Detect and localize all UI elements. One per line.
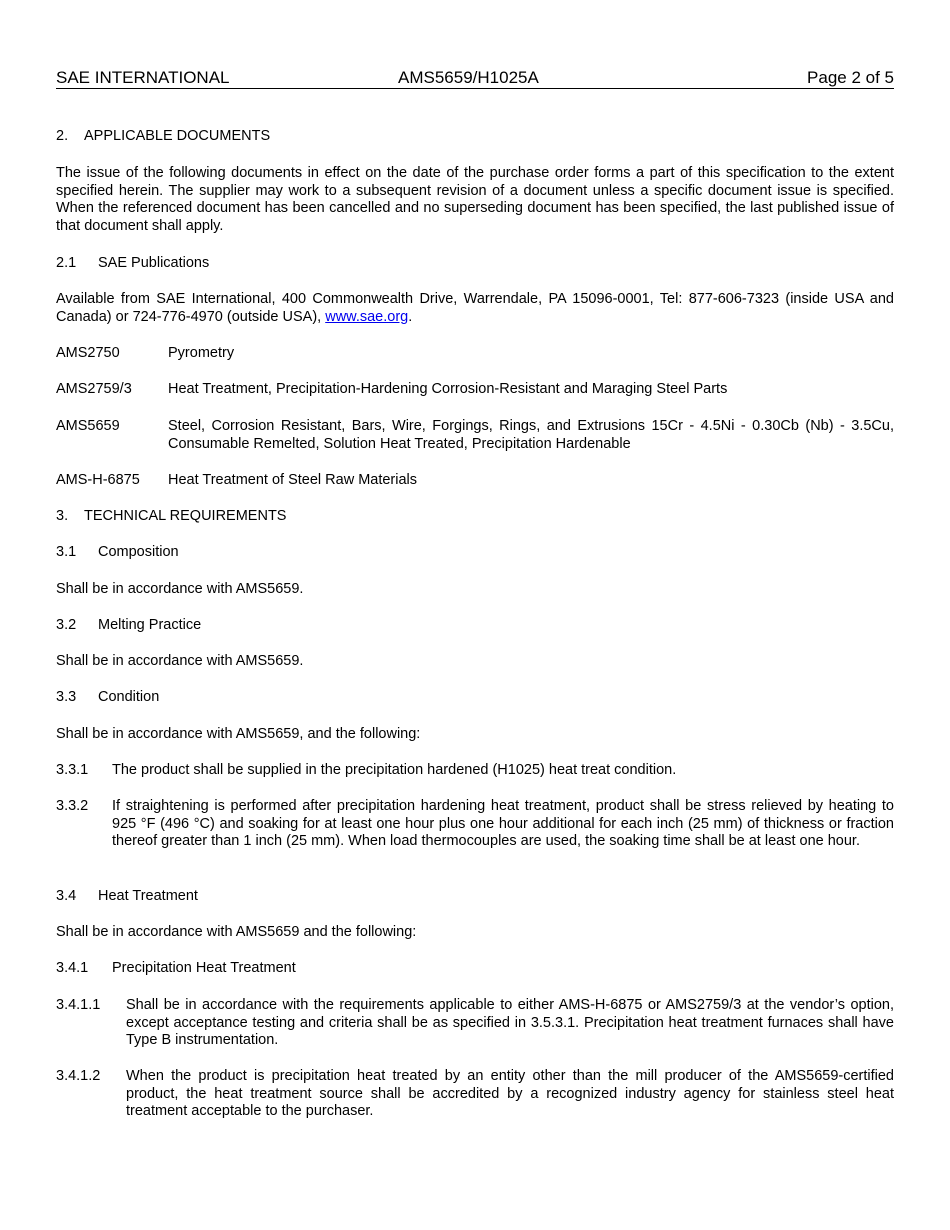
section-heading-2-1 [56, 255, 894, 273]
reference-title: Heat Treatment, Precipitation-Hardening Corrosion-Resistant and Maraging Steel Parts [168, 381, 728, 397]
section-heading-3 [56, 508, 894, 526]
header-publisher: SAE INTERNATIONAL [56, 68, 230, 87]
section-heading-3-2 [56, 617, 894, 635]
section-number: 3.4.1 [56, 960, 89, 976]
section-number: 3. [56, 508, 69, 524]
section-number: 2.1 [56, 255, 77, 271]
header-doc-number: AMS5659/H1025A [398, 68, 539, 87]
section-title: Heat Treatment [98, 888, 198, 904]
section-heading-3-1 [56, 544, 894, 562]
section-heading-3-4 [56, 888, 894, 906]
subsection-text: Shall be in accordance with the requirements applicable to either AMS-H-6875 or AMS2759/3 at the vendor’s option, except acceptance testing and criteria shall be as specified in 3.5.3.1. Precipitation heat treatment furnaces shall have Type B instrumentation. [126, 997, 894, 1048]
subsection-text: The product shall be supplied in the precipitation hardened (H1025) heat treat condition. [112, 762, 677, 778]
section-title: Composition [98, 544, 179, 560]
section-number: 3.2 [56, 617, 77, 633]
section-3-4-paragraph: Shall be in accordance with AMS5659 and the following: [56, 924, 417, 940]
subsection-number: 3.3.2 [56, 798, 89, 814]
sae-website-link[interactable]: www.sae.org [325, 308, 409, 325]
subsection-number: 3.4.1.1 [56, 997, 101, 1013]
subsection-number: 3.4.1.2 [56, 1068, 101, 1084]
reference-title: Steel, Corrosion Resistant, Bars, Wire, Forgings, Rings, and Extrusions 15Cr - 4.5Ni - 0.30Cb (Nb) - 3.5Cu, Consumable Remelted, Solution Heat Treated, Precipitation Hardenable [168, 418, 894, 452]
reference-id: AMS5659 [56, 418, 120, 434]
subsection-number: 3.3.1 [56, 762, 89, 778]
subsection-text: If straightening is performed after precipitation hardening heat treatment, product shall be stress relieved by heating to 925 °F (496 °C) and soaking for at least one hour plus one hour additional for each inch (25 mm) of thickness or fraction thereof greater than 1 inch (25 mm). When load thermocouples are used, the soaking time shall be at least one hour. [112, 798, 894, 849]
section-3-2-paragraph: Shall be in accordance with AMS5659. [56, 653, 304, 669]
section-title: TECHNICAL REQUIREMENTS [84, 508, 287, 524]
section-heading-3-3 [56, 689, 894, 707]
page-header [56, 66, 894, 89]
section-2-paragraph: The issue of the following documents in effect on the date of the purchase order forms a part of this specification to the extent specified herein. The supplier may work to a subsequent revision of a document unless a specific document issue is specified. When the referenced document has been cancelled and no superseding document has been specified, the last published issue of that document shall apply. [56, 165, 894, 234]
section-title: SAE Publications [98, 255, 210, 271]
reference-title: Heat Treatment of Steel Raw Materials [168, 472, 418, 488]
section-number: 3.4 [56, 888, 77, 904]
header-page-number: Page 2 of 5 [807, 68, 894, 87]
section-title: Precipitation Heat Treatment [112, 960, 296, 976]
reference-id: AMS2750 [56, 345, 120, 361]
section-heading-2 [56, 128, 894, 146]
section-3-3-paragraph: Shall be in accordance with AMS5659, and the following: [56, 726, 421, 742]
section-title: Melting Practice [98, 617, 202, 633]
reference-id: AMS-H-6875 [56, 472, 140, 488]
reference-id: AMS2759/3 [56, 381, 132, 397]
availability-text-end: . [408, 308, 413, 325]
section-title: Condition [98, 689, 160, 705]
availability-text: Available from SAE International, 400 Commonwealth Drive, Warrendale, PA 15096-0001, Tel: 877-606-7323 (inside USA and Canada) or 724-776-4970 (outside USA), [56, 291, 894, 325]
section-number: 3.1 [56, 544, 77, 560]
subsection-text: When the product is precipitation heat treated by an entity other than the mill producer of the AMS5659-certified product, the heat treatment source shall be accredited by a recognized industry agency for stainless steel heat treatment acceptable to the purchaser. [126, 1068, 894, 1119]
section-2-1-paragraph [56, 291, 894, 326]
section-heading-3-4-1 [56, 960, 894, 978]
section-number: 2. [56, 128, 69, 144]
document-page [56, 66, 894, 1119]
reference-title: Pyrometry [168, 345, 235, 361]
section-number: 3.3 [56, 689, 77, 705]
section-3-1-paragraph: Shall be in accordance with AMS5659. [56, 581, 304, 597]
section-title: APPLICABLE DOCUMENTS [84, 128, 271, 144]
